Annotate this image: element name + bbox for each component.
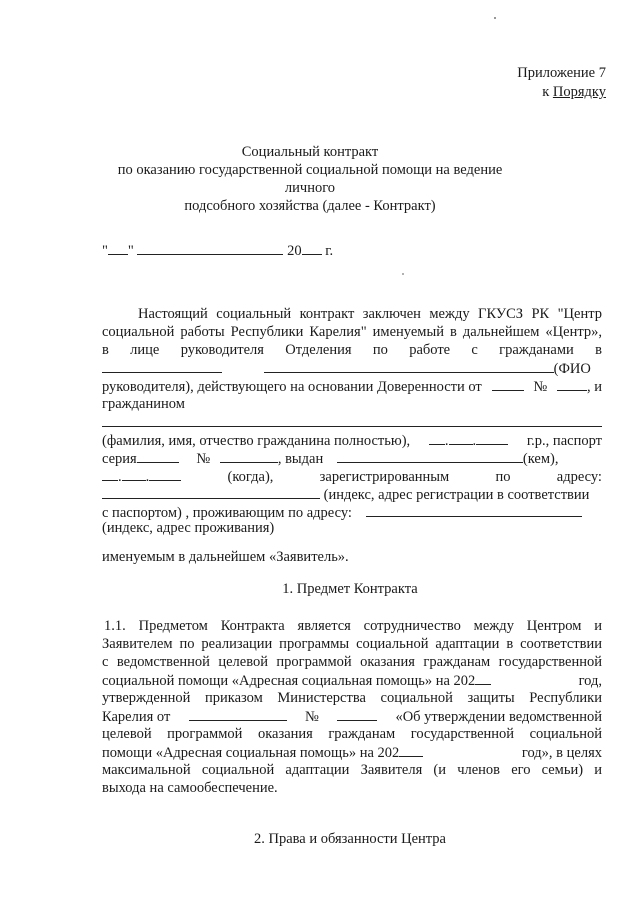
word: в: [595, 342, 602, 358]
word: гражданами: [499, 342, 574, 358]
citizen-name-line: [102, 413, 602, 432]
scan-speck: [494, 17, 496, 19]
applicant-line: именуемым в дальнейшем «Заявитель».: [102, 549, 349, 565]
title-line: по оказанию государственной социальной помощи на ведение личного: [117, 162, 503, 196]
paragraph-line: выхода на самообеспечение.: [102, 780, 278, 796]
paragraph-line: социальной помощи «Адресная социальная помощь» на 202 год,: [102, 673, 602, 689]
citizen-line: (индекс, адрес регистрации в соответствии: [102, 485, 602, 504]
intro-line: руководителя), действующего на основании Доверенности от № , и: [102, 379, 602, 395]
paragraph-line: максимальной социальной адаптации Заявителя (и членов его семьи) и: [102, 762, 602, 778]
paragraph-line: 1.1. Предметом Контракта является сотрудничество между Центром и: [104, 618, 602, 634]
procedure-link[interactable]: Порядку: [552, 84, 606, 100]
paragraph-line: Заявителем по реализации программы социальной адаптации в соответствии: [102, 636, 602, 652]
paragraph-line: утвержденной приказом Министерства социальной защиты Республики: [102, 690, 602, 706]
word: в: [102, 342, 109, 358]
title-line: Социальный контракт: [241, 144, 379, 160]
fio-director-line: (ФИО: [102, 359, 602, 378]
scan-speck: [402, 273, 404, 275]
day-blank: [108, 241, 128, 255]
paragraph-line: Карелия от № «Об утверждении ведомственной: [102, 709, 602, 725]
citizen-line: серия № , выдан (кем),: [102, 451, 559, 467]
intro-line: [102, 341, 602, 359]
citizen-line: . . (когда), зарегистрированным по адресу:: [102, 467, 602, 486]
month-blank: [137, 241, 283, 255]
citizen-line: (индекс, адрес проживания): [102, 520, 275, 536]
word: лице: [130, 342, 160, 358]
word: Отделения: [285, 342, 352, 358]
contract-date-line: " " 20 г.: [102, 243, 334, 259]
citizen-line: с паспортом) , проживающим по адресу:: [102, 503, 602, 522]
appendix-header: [517, 64, 606, 102]
paragraph-line: помощи «Адресная социальная помощь» на 202 год», в целях: [102, 745, 602, 761]
word: с: [471, 342, 478, 358]
section-heading: 2. Права и обязанности Центра: [253, 831, 446, 847]
document-title: [100, 143, 520, 215]
word: по: [372, 342, 388, 358]
paragraph-line: с ведомственной целевой программой оказания гражданам государственной: [102, 654, 602, 670]
appendix-number: Приложение 7: [517, 65, 606, 81]
intro-line: Настоящий социальный контракт заключен между ГКУСЗ РК "Центр: [138, 306, 602, 322]
title-line: подсобного хозяйства (далее - Контракт): [184, 198, 436, 214]
appendix-reference: к Порядку: [542, 84, 606, 100]
section-heading: 1. Предмет Контракта: [282, 581, 418, 597]
citizen-line: (фамилия, имя, отчество гражданина полностью), . . г.р., паспорт: [102, 433, 602, 449]
year-blank: [302, 241, 322, 255]
word: руководителя: [180, 342, 264, 358]
word: работе: [409, 342, 451, 358]
intro-line: социальной работы Республики Карелия" именуемый в дальнейшем «Центр»,: [102, 324, 602, 340]
intro-line: гражданином: [102, 396, 185, 412]
paragraph-line: целевой программой оказания гражданам государственной социальной: [102, 726, 602, 742]
